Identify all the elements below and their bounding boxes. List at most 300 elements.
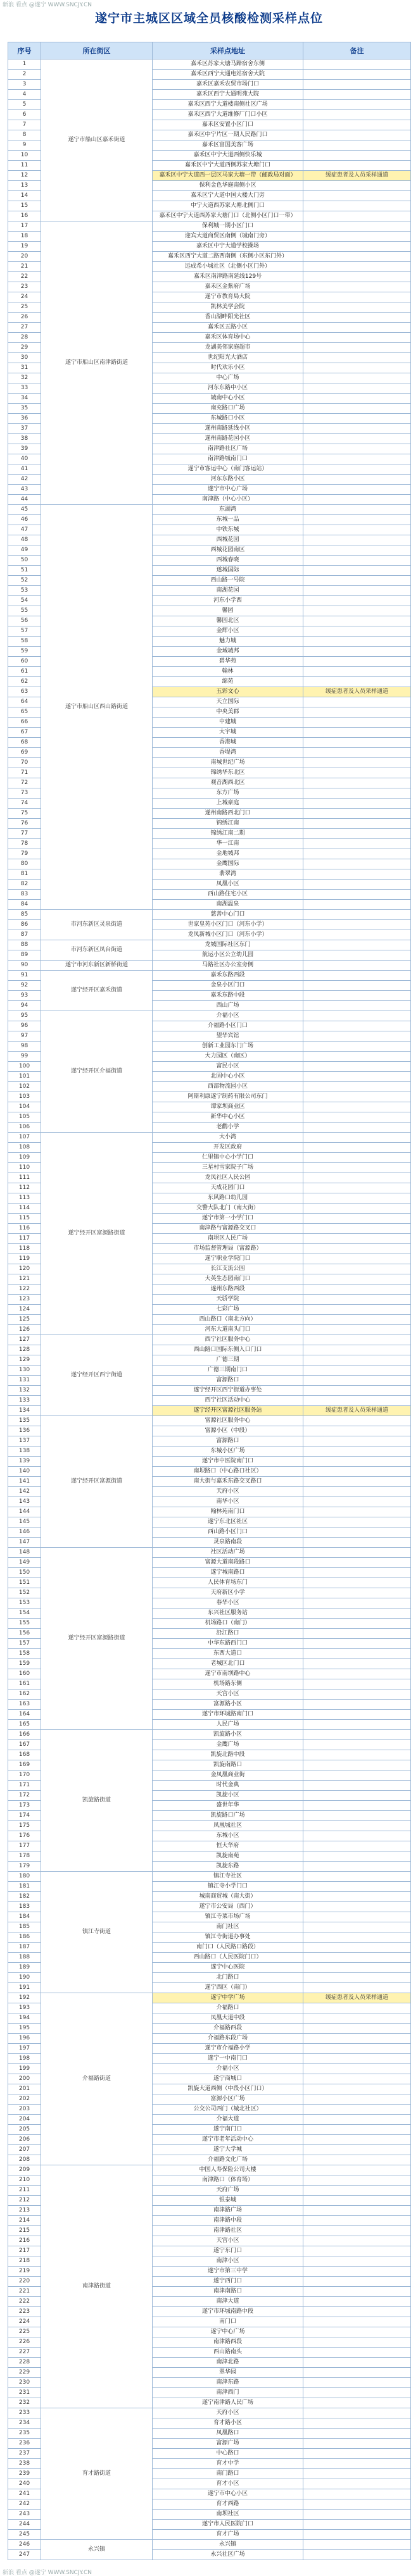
- row-note: [303, 859, 411, 869]
- row-note: [303, 100, 411, 110]
- row-note: [303, 1679, 411, 1689]
- row-address: 凯旋路口广场: [153, 1811, 303, 1821]
- row-note: [303, 1892, 411, 1902]
- row-address: 南城世纪广场: [153, 758, 303, 768]
- row-note: [303, 1295, 411, 1305]
- row-note: [303, 464, 411, 475]
- row-note: [303, 272, 411, 282]
- row-address: 西宁社区服务中心: [153, 1335, 303, 1345]
- row-seq: 209: [8, 2165, 41, 2175]
- row-address: 中央美郡: [153, 707, 303, 718]
- row-seq: 99: [8, 1052, 41, 1062]
- row-seq: 241: [8, 2489, 41, 2499]
- row-seq: 7: [8, 120, 41, 130]
- row-street: 遂宁经开区介福街道: [41, 1011, 153, 1133]
- row-address: 南津路中段: [153, 2216, 303, 2226]
- row-seq: 231: [8, 2388, 41, 2398]
- row-seq: 53: [8, 586, 41, 596]
- row-note: [303, 2489, 411, 2499]
- row-seq: 103: [8, 1092, 41, 1102]
- row-seq: 230: [8, 2378, 41, 2388]
- row-address: 锦绣江南: [153, 819, 303, 829]
- row-address: 遂宁东北区社区: [153, 1517, 303, 1528]
- row-note: [303, 1608, 411, 1619]
- row-note: [303, 2327, 411, 2337]
- row-address: 嘉禾区宁大道中国大楼大门旁: [153, 191, 303, 201]
- row-note: [303, 1355, 411, 1366]
- row-note: [303, 1629, 411, 1639]
- row-address: 沿江路口: [153, 1629, 303, 1639]
- row-seq: 93: [8, 991, 41, 1001]
- row-seq: 73: [8, 788, 41, 799]
- row-seq: 47: [8, 525, 41, 535]
- row-note: [303, 2115, 411, 2125]
- row-note: [303, 2084, 411, 2094]
- row-seq: 233: [8, 2408, 41, 2418]
- row-note: [303, 1436, 411, 1447]
- row-seq: 106: [8, 1123, 41, 1133]
- row-seq: 14: [8, 191, 41, 201]
- row-seq: 180: [8, 1872, 41, 1882]
- row-note: [303, 2155, 411, 2165]
- row-note: [303, 1831, 411, 1841]
- row-address: 天成花园门口: [153, 1183, 303, 1193]
- row-note: [303, 2236, 411, 2246]
- row-address: 遂宁市中心小区: [153, 2489, 303, 2499]
- row-seq: 43: [8, 485, 41, 495]
- row-address: 观音湖西北区: [153, 778, 303, 788]
- row-address: 嘉禾区中宁大道西侧快乐城: [153, 151, 303, 161]
- row-address: 金泉小区门口: [153, 981, 303, 991]
- row-address: 嘉禾区中宁大道学校操场: [153, 242, 303, 252]
- row-note: [303, 1031, 411, 1042]
- row-seq: 173: [8, 1801, 41, 1811]
- row-address: 金鹰广场: [153, 1740, 303, 1750]
- row-address: 遂宁市公安局（西门）: [153, 1902, 303, 1912]
- row-seq: 10: [8, 151, 41, 161]
- row-note: [303, 424, 411, 434]
- row-address: 金域城邦: [153, 647, 303, 657]
- header-street: 所在街区: [41, 42, 153, 59]
- row-seq: 129: [8, 1355, 41, 1366]
- row-address: 翡翠湾: [153, 869, 303, 880]
- row-note: [303, 768, 411, 778]
- row-seq: 8: [8, 130, 41, 140]
- row-address: 遂宁南门口: [153, 2125, 303, 2135]
- row-street: 市河东新区凤台街道: [41, 940, 153, 961]
- row-note: [303, 657, 411, 667]
- row-seq: 24: [8, 292, 41, 302]
- table-row: [8, 1548, 411, 1558]
- row-seq: 115: [8, 1214, 41, 1224]
- row-address: 南津路与富源路交叉口: [153, 1224, 303, 1234]
- watermark-bottom: 新浪 看点 @遂宁 WWW.SNCJY.CN: [3, 2570, 92, 2576]
- row-seq: 83: [8, 890, 41, 900]
- row-seq: 27: [8, 323, 41, 333]
- row-seq: 2: [8, 70, 41, 80]
- row-seq: 229: [8, 2368, 41, 2378]
- row-note: [303, 333, 411, 343]
- row-address: 南门社区: [153, 1922, 303, 1932]
- row-note: [303, 2165, 411, 2175]
- row-address: 南华小区: [153, 1497, 303, 1507]
- row-address: 遂宁市环城南路中段: [153, 2307, 303, 2317]
- row-address: 中建城: [153, 718, 303, 728]
- row-address: 大宇城: [153, 728, 303, 738]
- row-note: [303, 788, 411, 799]
- row-address: 南津路广场: [153, 2206, 303, 2216]
- row-address: 香山湖畔阳光社区: [153, 313, 303, 323]
- row-seq: 5: [8, 100, 41, 110]
- row-address: 遂宁东门口: [153, 2246, 303, 2256]
- row-seq: 91: [8, 971, 41, 981]
- row-note: [303, 505, 411, 515]
- row-seq: 154: [8, 1608, 41, 1619]
- row-address: 谭家坝商业区: [153, 1102, 303, 1112]
- row-note: [303, 1315, 411, 1325]
- row-street: 遂宁市船山区南津路街道: [41, 221, 153, 505]
- row-address: 马路社区办公室旁侧: [153, 961, 303, 971]
- row-seq: 232: [8, 2398, 41, 2408]
- row-seq: 111: [8, 1173, 41, 1183]
- row-seq: 124: [8, 1305, 41, 1315]
- row-address: 遂宁西门口: [153, 2277, 303, 2287]
- row-address: 富源路口: [153, 1436, 303, 1447]
- row-address: 嘉禾东路中段: [153, 991, 303, 1001]
- row-address: 西山路口国际东侧入口门口: [153, 1345, 303, 1355]
- row-note: [303, 748, 411, 758]
- row-seq: 96: [8, 1021, 41, 1031]
- row-note: [303, 1730, 411, 1740]
- row-seq: 98: [8, 1042, 41, 1052]
- row-seq: 30: [8, 353, 41, 363]
- row-note: [303, 414, 411, 424]
- row-address: 富源路小区: [153, 1700, 303, 1710]
- row-address: 遂宁市环城路南门口: [153, 1710, 303, 1720]
- row-note: [303, 130, 411, 140]
- row-note: [303, 1396, 411, 1406]
- row-note: [303, 2429, 411, 2439]
- row-seq: 226: [8, 2337, 41, 2348]
- row-note: [303, 1376, 411, 1386]
- row-seq: 137: [8, 1436, 41, 1447]
- table-body: [8, 59, 411, 2560]
- row-address: 天骄学院: [153, 1295, 303, 1305]
- row-note: [303, 1416, 411, 1426]
- row-note: [303, 161, 411, 171]
- row-note: [303, 1153, 411, 1163]
- row-seq: 220: [8, 2277, 41, 2287]
- row-note: [303, 2459, 411, 2469]
- row-seq: 16: [8, 211, 41, 221]
- row-seq: 118: [8, 1244, 41, 1254]
- row-note: [303, 1305, 411, 1315]
- row-note: [303, 1528, 411, 1538]
- row-address: 凯旋东路: [153, 1862, 303, 1872]
- row-seq: 134: [8, 1406, 41, 1416]
- row-note: [303, 181, 411, 191]
- row-address: 遂宁一中南门口: [153, 2054, 303, 2064]
- row-note: [303, 1558, 411, 1568]
- row-seq: 68: [8, 738, 41, 748]
- row-seq: 22: [8, 272, 41, 282]
- row-note: [303, 475, 411, 485]
- row-address: 南充路口广场: [153, 404, 303, 414]
- row-note: [303, 232, 411, 242]
- table-row: [8, 940, 411, 950]
- row-street: 永兴镇: [41, 2540, 153, 2560]
- row-seq: 151: [8, 1578, 41, 1588]
- row-seq: 39: [8, 444, 41, 454]
- row-note: [303, 302, 411, 313]
- row-note: [303, 2337, 411, 2348]
- row-seq: 221: [8, 2287, 41, 2297]
- row-note: [303, 2175, 411, 2186]
- row-seq: 92: [8, 981, 41, 991]
- row-note: [303, 1943, 411, 1953]
- row-address: 金地城邦: [153, 849, 303, 859]
- row-address: 龙城国际社区东门: [153, 940, 303, 950]
- table-row: [8, 1730, 411, 1740]
- row-street: 遂宁市船山区西山路街道: [41, 505, 153, 910]
- row-seq: 18: [8, 232, 41, 242]
- row-address: 机场路口（南门）: [153, 1619, 303, 1629]
- row-note: [303, 1467, 411, 1477]
- row-seq: 171: [8, 1781, 41, 1791]
- row-street: 镇江寺街道: [41, 1872, 153, 1993]
- row-address: 南津路城南门口: [153, 454, 303, 464]
- row-seq: 120: [8, 1264, 41, 1274]
- row-seq: 165: [8, 1720, 41, 1730]
- row-street: 南津路街道: [41, 2165, 153, 2408]
- row-seq: 51: [8, 566, 41, 576]
- row-seq: 243: [8, 2510, 41, 2520]
- row-street: 介福路街道: [41, 1993, 153, 2165]
- row-note: [303, 849, 411, 859]
- row-address: 凯旋小区: [153, 1791, 303, 1801]
- row-seq: 122: [8, 1285, 41, 1295]
- row-address: 保利金色华庭南侧小区: [153, 181, 303, 191]
- row-note: [303, 1689, 411, 1700]
- row-seq: 187: [8, 1943, 41, 1953]
- row-note: [303, 262, 411, 272]
- row-street: 遂宁经开区西宁街道: [41, 1335, 153, 1416]
- row-seq: 59: [8, 647, 41, 657]
- row-seq: 148: [8, 1548, 41, 1558]
- row-seq: 9: [8, 140, 41, 151]
- row-seq: 191: [8, 1983, 41, 1993]
- row-seq: 13: [8, 181, 41, 191]
- row-seq: 141: [8, 1477, 41, 1487]
- row-note: [303, 2520, 411, 2530]
- row-address: 银泰城: [153, 2196, 303, 2206]
- row-note: [303, 809, 411, 819]
- row-seq: 95: [8, 1011, 41, 1021]
- row-note: [303, 1477, 411, 1487]
- row-note: [303, 59, 411, 70]
- row-seq: 130: [8, 1366, 41, 1376]
- row-address: 西山路南头: [153, 2348, 303, 2358]
- row-seq: 15: [8, 201, 41, 211]
- row-seq: 159: [8, 1659, 41, 1669]
- row-seq: 97: [8, 1031, 41, 1042]
- row-note: [303, 2550, 411, 2560]
- row-note: [303, 1163, 411, 1173]
- row-seq: 49: [8, 545, 41, 556]
- row-address: 天府小区: [153, 2408, 303, 2418]
- row-seq: 57: [8, 626, 41, 637]
- row-street: 遂宁经开区富源路街道: [41, 1548, 153, 1730]
- row-note: [303, 576, 411, 586]
- row-address: 南津路口（体育场）: [153, 2175, 303, 2186]
- row-address: 机场路东侧: [153, 1679, 303, 1689]
- row-address: 天府新区小学: [153, 1588, 303, 1598]
- row-seq: 123: [8, 1295, 41, 1305]
- row-note: [303, 2216, 411, 2226]
- row-address: 东西大道口: [153, 1649, 303, 1659]
- row-note: [303, 1963, 411, 1973]
- row-seq: 28: [8, 333, 41, 343]
- row-address: 老鹳小学: [153, 1123, 303, 1133]
- row-seq: 240: [8, 2479, 41, 2489]
- row-note: [303, 1973, 411, 1983]
- row-note: [303, 890, 411, 900]
- row-address: 大力园区（南区）: [153, 1052, 303, 1062]
- row-address: 嘉禾区中宁大道西侧苏家大塘门口: [153, 161, 303, 171]
- row-seq: 245: [8, 2530, 41, 2540]
- row-note: [303, 1568, 411, 1578]
- row-address: 南门口（人民路口路段）: [153, 1943, 303, 1953]
- row-address: 嘉禾区五路小区: [153, 323, 303, 333]
- row-address: 大英生态园南门口: [153, 1274, 303, 1285]
- row-address: 创新工业园东门广场: [153, 1042, 303, 1052]
- row-note: [303, 2226, 411, 2236]
- row-street: 遂宁市河东新区新桥街道: [41, 961, 153, 971]
- row-seq: 181: [8, 1882, 41, 1892]
- row-seq: 45: [8, 505, 41, 515]
- row-address: 社区活动广场: [153, 1548, 303, 1558]
- row-address: 中宁大道西苏家大塘北侧门口: [153, 201, 303, 211]
- row-address: 翰林苑南门口: [153, 1507, 303, 1517]
- row-seq: 234: [8, 2418, 41, 2429]
- row-note: [303, 1011, 411, 1021]
- row-address: 遂州南路西北门口: [153, 809, 303, 819]
- row-address: 西山路住宅小区: [153, 890, 303, 900]
- row-note: [303, 383, 411, 394]
- row-address: 阿斯利康遂宁制药有限公司东门: [153, 1092, 303, 1102]
- row-address: 龙凤新城小区门口（河东小学）: [153, 930, 303, 940]
- row-address: 碧华苑: [153, 657, 303, 667]
- row-note: [303, 707, 411, 718]
- row-address: 嘉禾区西宁大道二路西南侧（东侧小区东门外）: [153, 252, 303, 262]
- row-seq: 74: [8, 799, 41, 809]
- row-note: [303, 353, 411, 363]
- row-note: [303, 495, 411, 505]
- row-note: [303, 910, 411, 920]
- row-address: 遂宁市中心广场: [153, 485, 303, 495]
- row-address: 交警大队北门（南大街）: [153, 1204, 303, 1214]
- row-seq: 188: [8, 1953, 41, 1963]
- row-address: 嘉禾区南津路南延线129号: [153, 272, 303, 282]
- row-seq: 105: [8, 1112, 41, 1123]
- row-seq: 237: [8, 2449, 41, 2459]
- row-address: 金凤凰商业街: [153, 1770, 303, 1781]
- row-seq: 72: [8, 778, 41, 788]
- row-seq: 60: [8, 657, 41, 667]
- row-address: 遂宁市第三中学: [153, 2267, 303, 2277]
- row-address: 南津北路: [153, 2358, 303, 2368]
- row-note: [303, 2388, 411, 2398]
- row-address: 中华东路西门口: [153, 1639, 303, 1649]
- row-seq: 244: [8, 2520, 41, 2530]
- row-address: 嘉禾区富国美客广场: [153, 140, 303, 151]
- row-note: [303, 343, 411, 353]
- row-address: 时代金典: [153, 1781, 303, 1791]
- row-note: 缓症患者及人员采样通道: [303, 171, 411, 181]
- row-note: [303, 1851, 411, 1862]
- row-seq: 202: [8, 2094, 41, 2105]
- table-row: [8, 1872, 411, 1882]
- row-address: 馨园: [153, 606, 303, 616]
- row-seq: 139: [8, 1457, 41, 1467]
- row-note: [303, 1821, 411, 1831]
- row-address: 西宁社区活动中心: [153, 1396, 303, 1406]
- row-note: [303, 1781, 411, 1791]
- row-note: [303, 961, 411, 971]
- row-note: [303, 1922, 411, 1932]
- row-seq: 114: [8, 1204, 41, 1214]
- row-seq: 64: [8, 697, 41, 707]
- row-address: 五彩文心: [153, 687, 303, 697]
- row-seq: 238: [8, 2459, 41, 2469]
- row-street: 遂宁市船山区嘉禾街道: [41, 59, 153, 221]
- row-address: 南津路社区: [153, 2226, 303, 2236]
- row-address: 慈善中心门口: [153, 910, 303, 920]
- row-seq: 85: [8, 910, 41, 920]
- row-seq: 157: [8, 1639, 41, 1649]
- row-seq: 143: [8, 1497, 41, 1507]
- row-note: [303, 637, 411, 647]
- row-seq: 206: [8, 2135, 41, 2145]
- row-note: [303, 1507, 411, 1517]
- row-note: [303, 1639, 411, 1649]
- row-address: 西山路口（南北方向）: [153, 1315, 303, 1325]
- row-note: [303, 1234, 411, 1244]
- row-address: 中心路口: [153, 2449, 303, 2459]
- row-note: [303, 991, 411, 1001]
- row-seq: 207: [8, 2145, 41, 2155]
- row-seq: 81: [8, 869, 41, 880]
- row-address: 保利城一期小区门口: [153, 221, 303, 232]
- row-seq: 32: [8, 373, 41, 383]
- row-note: [303, 1862, 411, 1872]
- row-seq: 79: [8, 849, 41, 859]
- row-address: 富源广场: [153, 2439, 303, 2449]
- row-address: 人民体育场东门: [153, 1578, 303, 1588]
- row-seq: 58: [8, 637, 41, 647]
- row-note: [303, 1021, 411, 1031]
- row-address: 遂宁商城口: [153, 2074, 303, 2084]
- row-note: [303, 1274, 411, 1285]
- row-seq: 29: [8, 343, 41, 353]
- row-address: 天立国际: [153, 697, 303, 707]
- row-seq: 153: [8, 1598, 41, 1608]
- row-note: [303, 1325, 411, 1335]
- header-note: 备注: [303, 42, 411, 59]
- row-address: 凯旋南苑: [153, 1851, 303, 1862]
- row-note: [303, 2074, 411, 2084]
- row-seq: 12: [8, 171, 41, 181]
